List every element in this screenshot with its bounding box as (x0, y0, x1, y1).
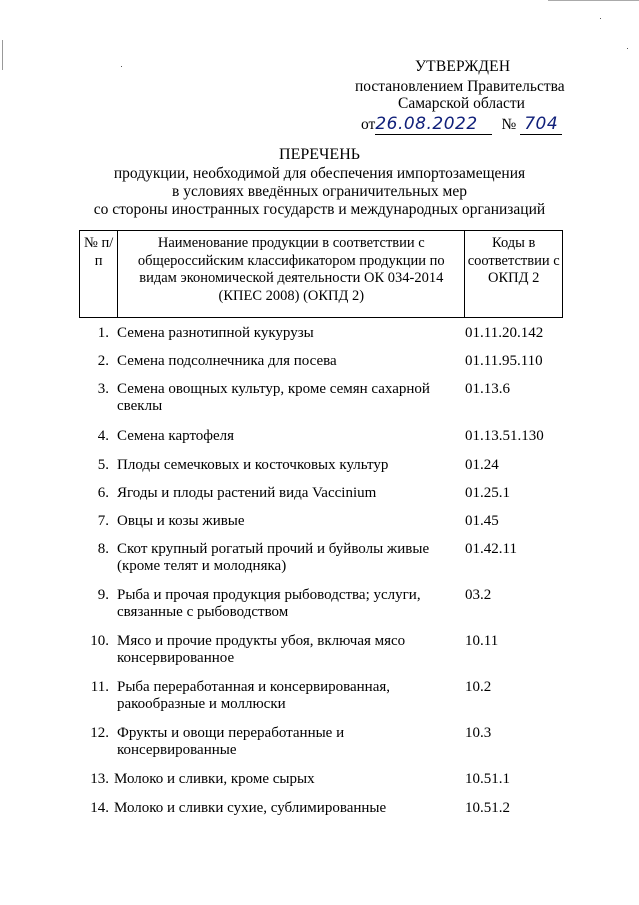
row-name: Плоды семечковых и косточковых культур (117, 457, 389, 473)
subtitle-line: продукции, необходимой для обеспечения импортозамещения (113, 165, 526, 182)
row-name: Молоко и сливки, кроме сырых (114, 771, 315, 787)
row-num: 10. (90, 633, 109, 649)
document-subtitle (0, 165, 639, 219)
row-num: 7. (97, 513, 109, 529)
row-num: 2. (97, 353, 109, 369)
scan-speck (600, 18, 601, 19)
subtitle-line: в условиях введённых ограничительных мер (172, 183, 467, 200)
scan-speck (121, 66, 122, 67)
row-code: 01.25.1 (465, 485, 510, 501)
row-num: 14. (90, 800, 109, 816)
row-code: 10.51.1 (465, 771, 510, 787)
scan-speck (627, 48, 628, 49)
header-name: Наименование продукции в соответствии с общероссийским классификатором продукции по видам экономической деятельности ОК 034-2014 (КПЕС 2008) (ОКПД 2) (118, 231, 465, 318)
row-name: Семена подсолнечника для посева (117, 353, 337, 369)
row-name: Молоко и сливки сухие, сублимированные (114, 800, 387, 816)
approval-heading: УТВЕРЖДЕН (415, 58, 511, 75)
row-code: 01.11.20.142 (465, 325, 544, 341)
row-code: 10.11 (465, 633, 499, 649)
row-code: 01.42.11 (465, 541, 517, 557)
approval-line-2: Самарской области (398, 95, 525, 112)
row-num: 8. (97, 541, 109, 557)
header-code: Коды в соответствии с ОКПД 2 (465, 231, 563, 318)
row-num: 9. (97, 587, 109, 603)
row-code: 01.13.6 (465, 381, 510, 397)
row-name: Семена разнотипной кукурузы (117, 325, 314, 341)
row-name: Фрукты и овощи переработанные и консервированные (117, 725, 345, 758)
scan-edge (2, 40, 3, 70)
row-num: 11. (90, 679, 109, 695)
row-num: 3. (97, 381, 109, 397)
date-prefix: от (361, 116, 376, 133)
row-code: 03.2 (465, 587, 492, 603)
row-name: Рыба и прочая продукция рыбоводства; услуги, связанные с рыбоводством (117, 587, 421, 620)
scan-edge (548, 0, 639, 1)
subtitle-line: со стороны иностранных государств и международных организаций (93, 201, 546, 218)
table-header (79, 230, 563, 318)
row-name: Мясо и прочие продукты убоя, включая мясо консервированное (117, 633, 406, 666)
approval-date-line (361, 114, 562, 134)
row-code: 10.2 (465, 679, 492, 695)
row-name: Овцы и козы живые (117, 513, 245, 529)
number-prefix: № (501, 116, 517, 133)
row-num: 6. (97, 485, 109, 501)
row-code: 01.13.51.130 (465, 428, 544, 444)
row-name: Семена овощных культур, кроме семян сахарной свеклы (117, 381, 430, 414)
row-name: Рыба переработанная и консервированная, ракообразные и моллюски (117, 679, 390, 712)
approval-line-1: постановлением Правительства (355, 78, 565, 95)
handwritten-number: 704 (520, 114, 562, 135)
row-code: 01.45 (465, 513, 499, 529)
row-name: Ягоды и плоды растений вида Vaccinium (117, 485, 377, 501)
row-code: 01.24 (465, 457, 499, 473)
row-name: Скот крупный рогатый прочий и буйволы живые (кроме телят и молодняка) (117, 541, 430, 574)
row-code: 10.51.2 (465, 800, 510, 816)
row-code: 10.3 (465, 725, 492, 741)
row-name: Семена картофеля (117, 428, 235, 444)
row-num: 1. (97, 325, 109, 341)
row-code: 01.11.95.110 (465, 353, 543, 369)
row-num: 12. (90, 725, 109, 741)
row-num: 4. (97, 428, 109, 444)
row-num: 5. (97, 457, 109, 473)
header-num: № п/п (80, 231, 118, 318)
handwritten-date: 26.08.2022 (375, 114, 491, 135)
row-num: 13. (90, 771, 109, 787)
document-title: ПЕРЕЧЕНЬ (279, 146, 360, 163)
